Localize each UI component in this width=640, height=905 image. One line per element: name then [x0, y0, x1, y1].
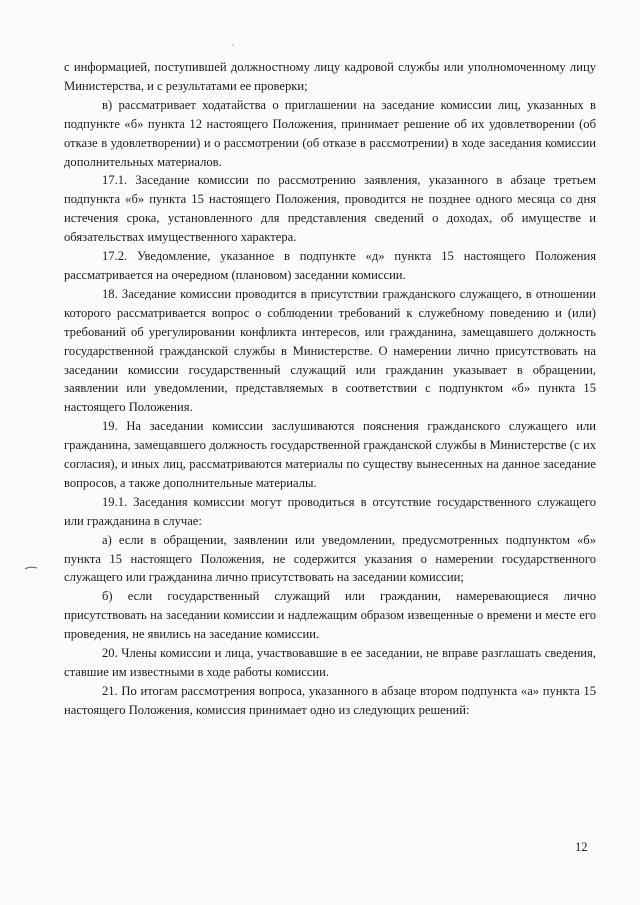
- paragraph-21: 21. По итогам рассмотрения вопроса, указанного в абзаце втором подпункта «а» пункта 15 настоящего Положения, комиссия принимает одно из следующих решений:: [64, 683, 596, 717]
- paragraph-item-a: а) если в обращении, заявлении или уведомлении, предусмотренных подпунктом «б» пункта 15 настоящего Положения, не содержится указания о намерении государственного служащего или гражданина лично присутствовать на заседании комиссии;: [64, 532, 596, 585]
- page-number: 12: [575, 840, 588, 854]
- paragraph-17-1: 17.1. Заседание комиссии по рассмотрению заявления, указанного в абзаце третьем подпункта «б» пункта 15 настоящего Положения, проводится не позднее одного месяца со дня истечения срока, установленного для представления сведений о доходах, об имуществе и обязательствах имущественного характера.: [64, 173, 596, 245]
- paragraph-item-b: б) если государственный служащий или гражданин, намеревающиеся лично присутствовать на заседании комиссии и надлежащим образом извещенные о времени и месте его проведения, не явились на заседание комиссии.: [64, 589, 596, 642]
- scan-speck: [232, 44, 234, 46]
- margin-pen-mark: [24, 565, 38, 571]
- paragraph-19: 19. На заседании комиссии заслушиваются пояснения гражданского служащего или гражданина, замещавшего должность государственной гражданской службы в Министерстве (с их согласия), и иных лиц, рассматриваются материалы по существу вынесенных на данное заседание вопросов, а также дополнительные материалы.: [64, 419, 596, 490]
- paragraph-20: 20. Члены комиссии и лица, участвовавшие в ее заседании, не вправе разглашать сведения, ставшие им известными в ходе работы комиссии.: [64, 646, 596, 679]
- paragraph-item-v: в) рассматривает ходатайства о приглашении на заседание комиссии лиц, указанных в подпункте «б» пункта 12 настоящего Положения, принимает решение об их удовлетворении (об отказе в удовлетворении) и о рассмотрении (об отказе в рассмотрении) в ходе заседания комиссии дополнительных материалов.: [64, 97, 596, 169]
- paragraph-19-1: 19.1. Заседания комиссии могут проводиться в отсутствие государственного служащего или гражданина в случае:: [64, 494, 596, 528]
- paragraph-17-2: 17.2. Уведомление, указанное в подпункте «д» пункта 15 настоящего Положения рассматривается на очередном (плановом) заседании комиссии.: [64, 249, 596, 282]
- paragraph-continuation: с информацией, поступившей должностному лицу кадровой службы или уполномоченному лицу Министерства, и с результатами ее проверки;: [64, 60, 596, 93]
- paragraph-18: 18. Заседание комиссии проводится в присутствии гражданского служащего, в отношении которого рассматривается вопрос о соблюдении требований к служебному поведению и (или) требований об урегулировании конфликта интересов, или гражданина, замещавшего должность государственной гражданской службы в Министерстве. О намерении лично присутствовать на заседании комиссии государственный служащий или гражданин указывает в обращении, заявлении или уведомлении, представляемых в соответствии с подпунктом «б» пункта 15 настоящего Положения.: [64, 286, 596, 415]
- document-body: [64, 58, 596, 720]
